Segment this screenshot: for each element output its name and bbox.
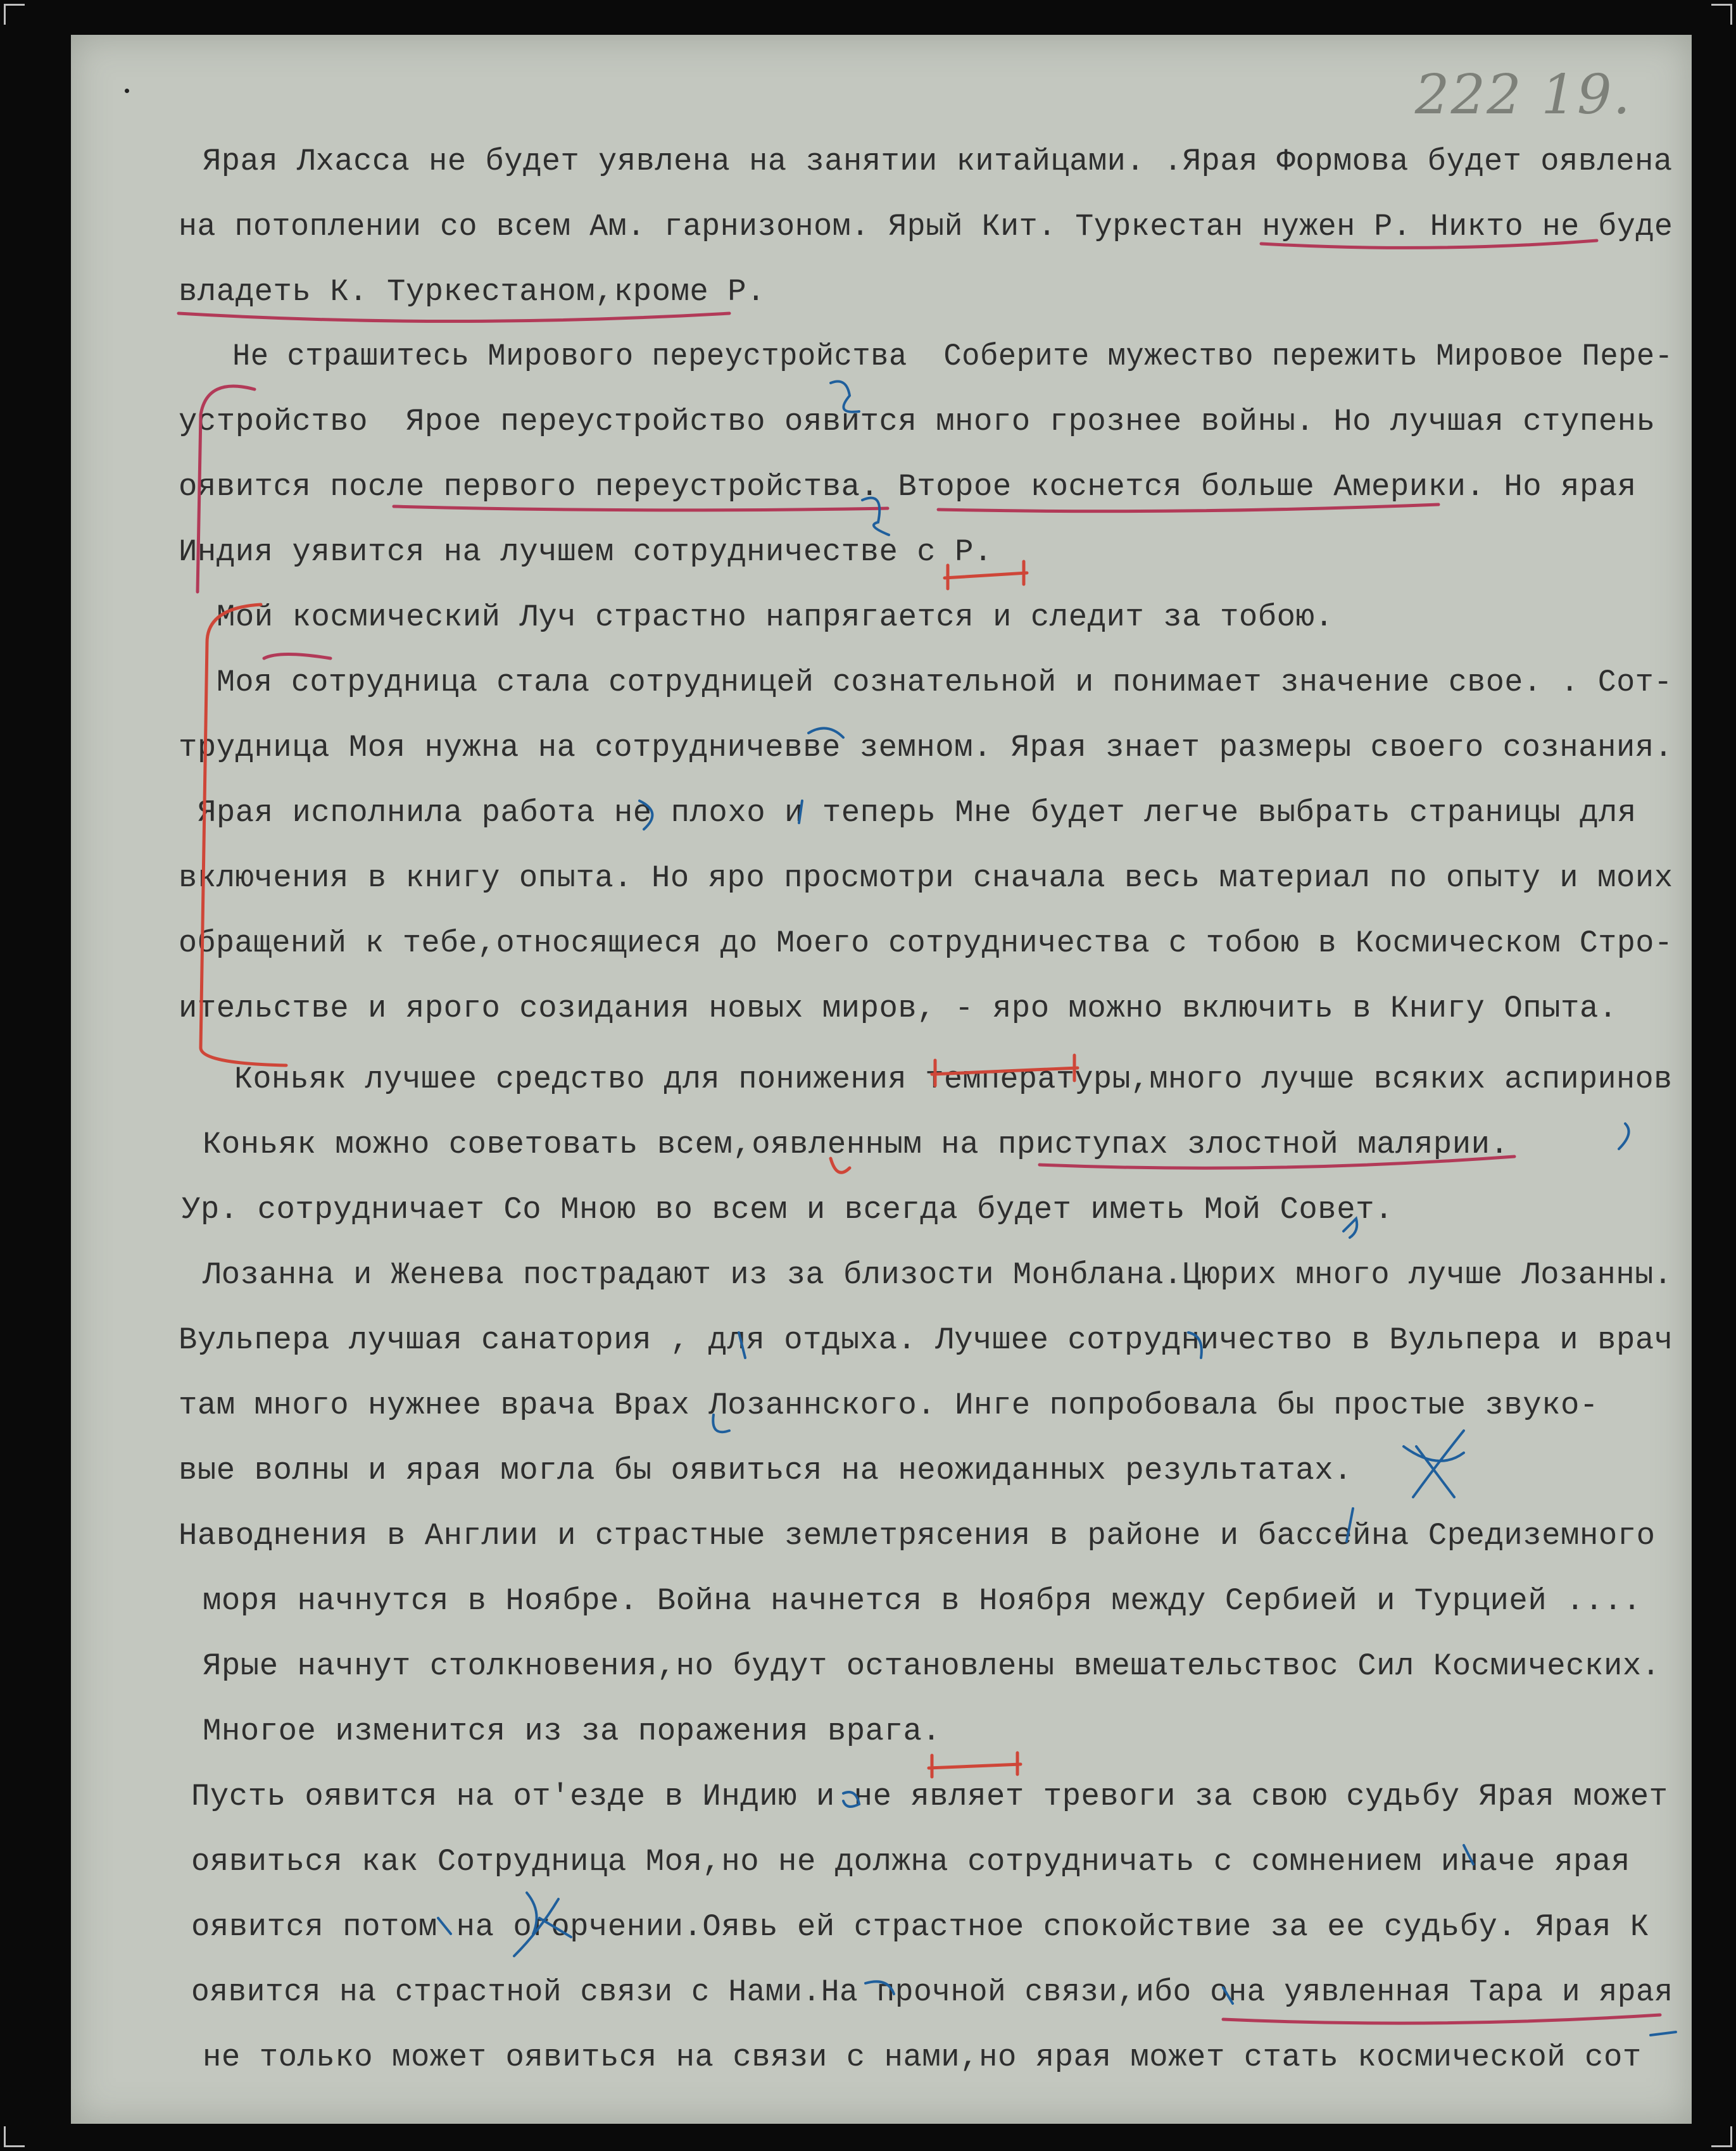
text-line: на потоплении со всем Ам. гарнизоном. Ярый Кит. Туркестан нужен Р. Никто не буде <box>179 209 1673 244</box>
text-line: Коньяк лучшее средство для понижения температуры,много лучше всяких аспиринов <box>234 1062 1673 1097</box>
text-line: обращений к тебе,относящиеся до Моего сотрудничества с тобою в Космическом Стро- <box>179 925 1673 961</box>
text-line: Лозанна и Женева пострадают из за близости Монблана.Цюрих много лучше Лозанны. <box>203 1257 1673 1293</box>
page-number: 222 19. <box>1414 63 1632 127</box>
text-line: там много нужнее врача Врах Лозаннского. Инге попробовала бы простые звуко- <box>179 1388 1599 1423</box>
text-line: оявиться как Сотрудница Моя,но не должна сотрудничать с сомнением иначе ярая <box>191 1844 1630 1879</box>
text-line: владеть К. Туркестаном,кроме Р. <box>179 274 766 310</box>
typed-text-block <box>71 35 1692 2124</box>
text-line: не только может оявиться на связи с нами,но ярая может стать космической сот <box>203 2040 1642 2075</box>
text-line: Моя сотрудница стала сотрудницей сознательной и понимает значение свое. . Сот- <box>217 665 1673 700</box>
text-line: Индия уявится на лучшем сотрудничестве с Р. <box>179 534 993 570</box>
text-line: Коньяк можно советовать всем,оявленным на приступах злостной малярии. <box>203 1127 1509 1162</box>
text-line: оявится на страстной связи с Нами.На прочной связи,ибо она уявленная Тара и ярая <box>191 1974 1673 2010</box>
scan-corner-mark <box>4 2126 25 2147</box>
text-line: устройство Ярое переустройство оявится много грознее войны. Но лучшая ступень <box>179 404 1656 439</box>
text-line: Ярая Лхасса не будет уявлена на занятии китайцами. .Ярая Формова будет оявлена <box>203 144 1673 179</box>
scan-corner-mark <box>4 4 25 25</box>
text-line: оявится потом на огорчении.Оявь ей страстное спокойствие за ее судьбу. Ярая К <box>191 1909 1649 1945</box>
text-line: вые волны и ярая могла бы оявиться на неожиданных результатах. <box>179 1453 1353 1488</box>
scan-corner-mark <box>1711 4 1732 25</box>
text-line: Ярые начнут столкновения,но будут остановлены вмешательствос Сил Космических. <box>203 1648 1661 1684</box>
text-line: моря начнутся в Ноябре. Война начнется в Ноября между Сербией и Турцией .... <box>203 1583 1642 1619</box>
text-line: Наводнения в Англии и страстные землетрясения в районе и бассейна Средиземного <box>179 1518 1656 1553</box>
text-line: Не страшитесь Мирового переустройства Соберите мужество пережить Мировое Пере- <box>232 339 1673 374</box>
typewritten-page <box>71 35 1692 2124</box>
text-line: включения в книгу опыта. Но яро просмотри сначала весь материал по опыту и моих <box>179 860 1673 896</box>
text-line: Вульпера лучшая санатория , для отдыха. Лучшее сотрудничество в Вульпера и врач <box>179 1322 1673 1358</box>
text-line: Многое изменится из за поражения врага. <box>203 1714 941 1749</box>
text-line: трудница Моя нужна на сотрудничевве земном. Ярая знает размеры своего сознания. <box>179 730 1673 765</box>
text-line: ительстве и ярого созидания новых миров, - яро можно включить в Книгу Опыта. <box>179 991 1618 1026</box>
text-line: оявится после первого переустройства. Второе коснется больше Америки. Но ярая <box>179 469 1637 505</box>
scan-corner-mark <box>1711 2126 1732 2147</box>
text-line: Ур. сотрудничает Со Мною во всем и всегда будет иметь Мой Совет. <box>182 1192 1393 1227</box>
text-line: Пусть оявится на от'езде в Индию и не являет тревоги за свою судьбу Ярая может <box>191 1779 1668 1814</box>
text-line: Ярая исполнила работа не плохо и теперь Мне будет легче выбрать страницы для <box>198 795 1637 831</box>
text-line: Мой космический Луч страстно напрягается и следит за тобою. <box>217 599 1334 635</box>
